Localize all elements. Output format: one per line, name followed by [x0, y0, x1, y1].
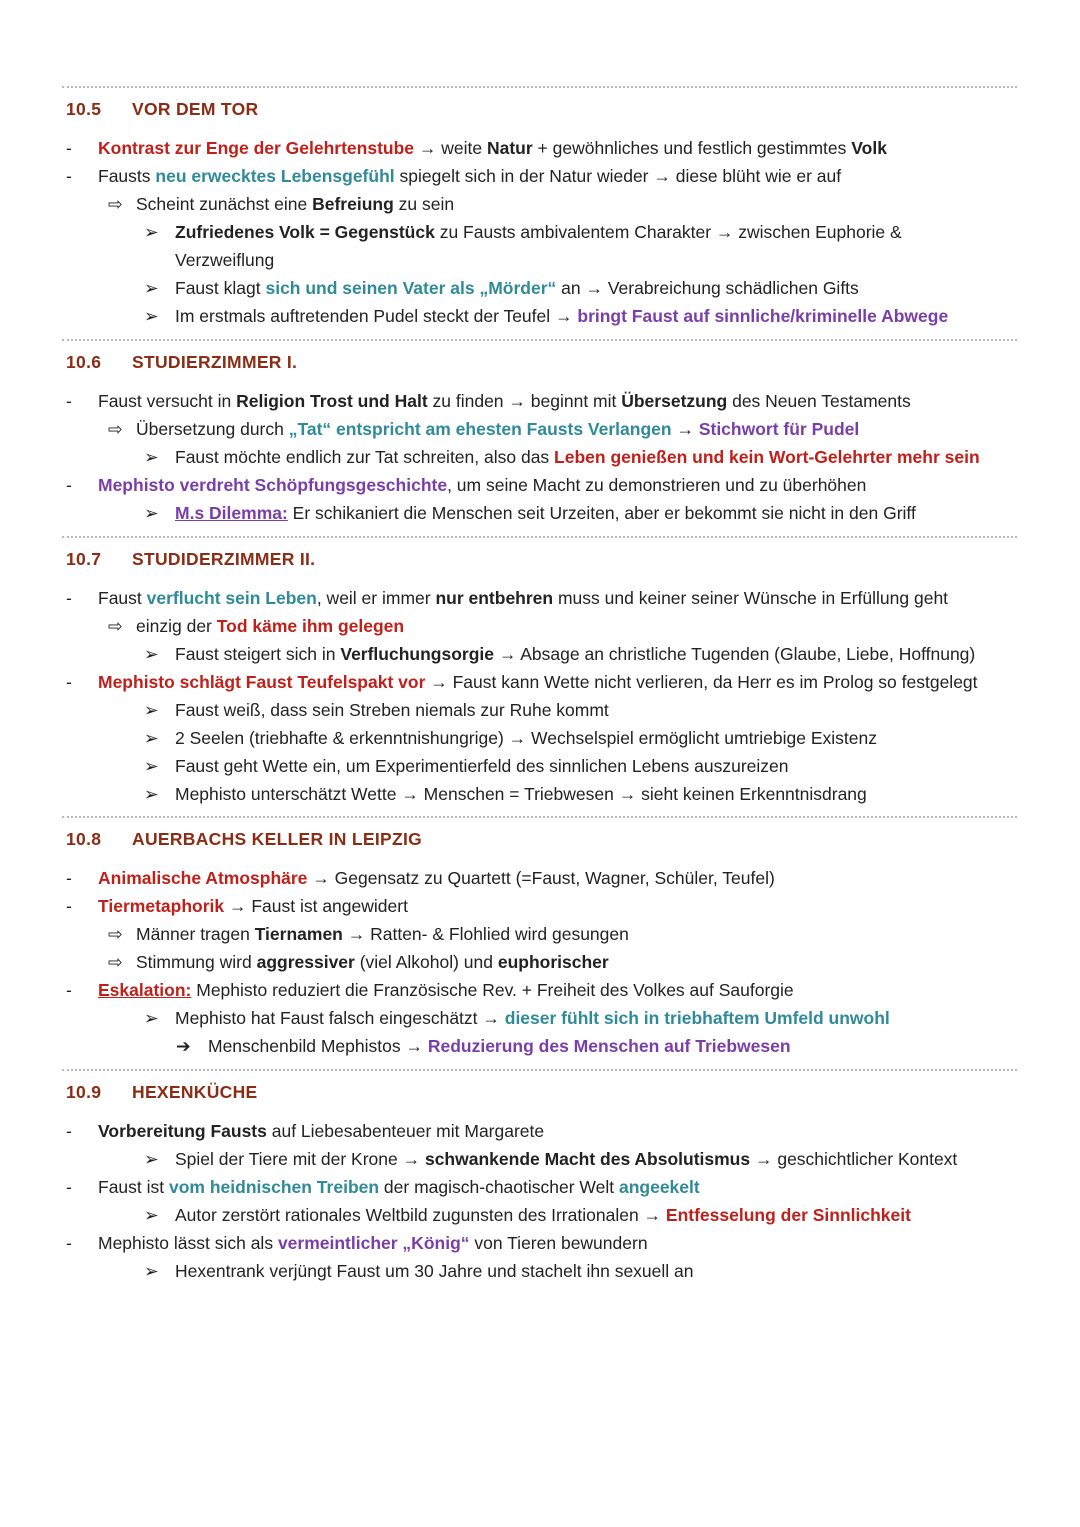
section-title: STUDIDERZIMMER II.	[132, 548, 316, 569]
highlighted-text: Mephisto verdreht Schöpfungsgeschichte	[98, 475, 448, 495]
highlighted-text: verflucht sein Leben	[146, 588, 317, 608]
text-run: , um seine Macht zu demonstrieren und zu überhöhen	[447, 475, 867, 495]
highlighted-text: vom heidnischen Treiben	[169, 1177, 380, 1197]
dash-marker: -	[66, 391, 72, 411]
bullet-text	[175, 302, 948, 330]
text-run: → Faust kann Wette nicht verlieren, da Herr es im Prolog so festgelegt	[425, 672, 978, 692]
bullet-item	[62, 1004, 1017, 1032]
bullet-text	[98, 864, 775, 892]
bullet-text	[98, 134, 887, 162]
bullet-marker-icon: ➢	[144, 306, 159, 326]
highlighted-text: „Tat“ entspricht am ehesten Fausts Verlangen	[288, 419, 672, 439]
highlighted-text: Kontrast zur Enge der Gelehrtenstube	[98, 138, 415, 158]
text-run: Scheint zunächst eine	[136, 194, 313, 214]
bullet-marker-icon: ⇨	[108, 419, 123, 439]
bullet-item	[62, 218, 1017, 246]
dash-marker: -	[66, 672, 72, 692]
text-run: Faust versucht in	[98, 391, 237, 411]
highlighted-text: Zufriedenes Volk = Gegenstück	[175, 222, 435, 242]
bullet-item	[62, 696, 1017, 724]
bullet-item	[62, 1145, 1017, 1173]
highlighted-text: sich und seinen Vater als „Mörder“	[265, 278, 557, 298]
text-run: Mephisto hat Faust falsch eingeschätzt →	[175, 1008, 505, 1028]
highlighted-text: neu erwecktes Lebensgefühl	[155, 166, 395, 186]
section-10-8	[62, 816, 1017, 1060]
text-run: zu finden → beginnt mit	[427, 391, 622, 411]
text-run: Faust möchte endlich zur Tat schreiten, also das	[175, 447, 555, 467]
section-number: 10.7	[66, 548, 102, 569]
bullet-marker-icon: ➔	[176, 1036, 191, 1056]
text-run: Männer tragen	[136, 924, 255, 944]
section-title: STUDIERZIMMER I.	[132, 351, 298, 372]
text-run: (viel Alkohol) und	[354, 952, 498, 972]
bullet-text	[136, 920, 629, 948]
bullet-text	[208, 1032, 791, 1060]
bullet-marker-icon: ➢	[144, 447, 159, 467]
text-run: Menschenbild Mephistos →	[208, 1036, 428, 1056]
bullet-item	[62, 499, 1017, 527]
bullet-item	[62, 1229, 1017, 1257]
bullet-item	[62, 668, 1017, 696]
text-run: Im erstmals auftretenden Pudel steckt der Teufel →	[175, 306, 578, 326]
bullet-text	[98, 976, 794, 1004]
section-number: 10.6	[66, 351, 102, 372]
dash-marker: -	[66, 1233, 72, 1253]
text-run: + gewöhnliches und festlich gestimmtes	[532, 138, 852, 158]
highlighted-text: nur entbehren	[435, 588, 554, 608]
dash-marker: -	[66, 166, 72, 186]
bullet-marker-icon: ➢	[144, 222, 159, 242]
bullet-item	[62, 1117, 1017, 1145]
section-heading	[62, 816, 1017, 854]
text-run: Fausts	[98, 166, 156, 186]
text-run: Er schikaniert die Menschen seit Urzeiten, aber er bekommt sie nicht in den Griff	[287, 503, 916, 523]
text-run: Faust geht Wette ein, um Experimentierfeld des sinnlichen Lebens auszureizen	[175, 756, 789, 776]
bullet-item	[62, 443, 1017, 471]
text-run: zu sein	[393, 194, 455, 214]
section-10-5	[62, 86, 1017, 330]
highlighted-text: Tiernamen	[254, 924, 343, 944]
bullet-marker-icon: ⇨	[108, 952, 123, 972]
text-run: → Ratten- & Flohlied wird gesungen	[342, 924, 629, 944]
highlighted-text: Leben genießen und kein Wort-Gelehrter mehr sein	[554, 447, 980, 467]
highlighted-text: Volk	[851, 138, 887, 158]
text-run: Mephisto unterschätzt Wette → Menschen = Triebwesen → sieht keinen Erkenntnisdrang	[175, 784, 867, 804]
bullet-item	[62, 752, 1017, 780]
bullet-marker-icon: ➢	[144, 756, 159, 776]
section-heading	[62, 339, 1017, 377]
highlighted-text: vermeintlicher „König“	[277, 1233, 470, 1253]
bullet-text	[98, 162, 841, 190]
bullet-item	[62, 976, 1017, 1004]
highlighted-text: Reduzierung des Menschen auf Triebwesen	[427, 1036, 791, 1056]
text-run: spiegelt sich in der Natur wieder → diese blüht wie er auf	[394, 166, 842, 186]
highlighted-text: Entfesselung der Sinnlichkeit	[665, 1205, 911, 1225]
highlighted-text: Übersetzung	[621, 391, 728, 411]
bullet-marker-icon: ➢	[144, 728, 159, 748]
text-run: Stimmung wird	[136, 952, 257, 972]
section-number: 10.9	[66, 1081, 102, 1102]
bullet-item	[62, 724, 1017, 752]
bullet-text	[98, 892, 408, 920]
bullet-text	[175, 246, 274, 274]
text-run: Hexentrank verjüngt Faust um 30 Jahre und stachelt ihn sexuell an	[175, 1261, 694, 1281]
section-heading	[62, 536, 1017, 574]
bullet-marker-icon: ➢	[144, 1149, 159, 1169]
bullet-item	[62, 274, 1017, 302]
dash-marker: -	[66, 1177, 72, 1197]
bullet-text	[136, 612, 404, 640]
bullet-marker-icon: ➢	[144, 503, 159, 523]
bullet-text	[98, 1229, 648, 1257]
bullet-text	[175, 1257, 694, 1285]
highlighted-text: bringt Faust auf sinnliche/kriminelle Abwege	[577, 306, 949, 326]
highlighted-text: Mephisto schlägt Faust Teufelspakt vor	[98, 672, 426, 692]
section-title: HEXENKÜCHE	[132, 1081, 258, 1102]
section-heading	[62, 1069, 1017, 1107]
bullet-marker-icon: ➢	[144, 278, 159, 298]
text-run: → geschichtlicher Kontext	[750, 1149, 958, 1169]
bullet-item	[62, 780, 1017, 808]
bullet-marker-icon: ⇨	[108, 194, 123, 214]
highlighted-text: angeekelt	[618, 1177, 700, 1197]
bullet-text	[175, 696, 609, 724]
section-10-7	[62, 536, 1017, 808]
bullet-text	[98, 387, 911, 415]
bullet-marker-icon: ➢	[144, 700, 159, 720]
text-run: Faust	[98, 588, 147, 608]
bullet-text	[175, 780, 867, 808]
bullet-text	[175, 274, 859, 302]
highlighted-text: Tod käme ihm gelegen	[216, 616, 405, 636]
bullet-item	[62, 415, 1017, 443]
bullet-item	[62, 162, 1017, 190]
highlighted-text: Natur	[486, 138, 533, 158]
text-run: Übersetzung durch	[136, 419, 289, 439]
text-run: → Gegensatz zu Quartett (=Faust, Wagner, Schüler, Teufel)	[307, 868, 775, 888]
bullet-item	[62, 471, 1017, 499]
bullet-text	[98, 1173, 700, 1201]
highlighted-text: schwankende Macht des Absolutismus	[424, 1149, 751, 1169]
text-run: der magisch-chaotischer Welt	[379, 1177, 619, 1197]
bullet-text	[175, 443, 980, 471]
text-run: des Neuen Testaments	[727, 391, 911, 411]
section-title: VOR DEM TOR	[132, 98, 259, 119]
section-number: 10.5	[66, 98, 102, 119]
highlighted-text: Tiermetaphorik	[98, 896, 225, 916]
bullet-item	[62, 1257, 1017, 1285]
highlighted-text: Stichwort für Pudel	[698, 419, 860, 439]
bullet-item	[62, 1173, 1017, 1201]
bullet-marker-icon: ➢	[144, 784, 159, 804]
highlighted-text: M.s Dilemma:	[175, 503, 288, 523]
bullet-text	[98, 584, 948, 612]
text-run: einzig der	[136, 616, 217, 636]
bullet-item	[62, 640, 1017, 668]
bullet-marker-icon: ➢	[144, 644, 159, 664]
text-run: von Tieren bewundern	[469, 1233, 648, 1253]
bullet-item	[62, 584, 1017, 612]
bullet-item	[62, 302, 1017, 330]
text-run: Faust klagt	[175, 278, 266, 298]
bullet-item	[62, 920, 1017, 948]
highlighted-text: Eskalation:	[98, 980, 192, 1000]
text-run: →	[671, 419, 699, 439]
dash-marker: -	[66, 868, 72, 888]
bullet-item	[62, 948, 1017, 976]
highlighted-text: Vorbereitung Fausts	[98, 1121, 267, 1141]
bullet-marker-icon: ➢	[144, 1008, 159, 1028]
highlighted-text: euphorischer	[497, 952, 609, 972]
dash-marker: -	[66, 588, 72, 608]
dash-marker: -	[66, 138, 72, 158]
bullet-item	[62, 612, 1017, 640]
highlighted-text: dieser fühlt sich in triebhaftem Umfeld unwohl	[504, 1008, 890, 1028]
bullet-marker-icon: ➢	[144, 1205, 159, 1225]
text-run: auf Liebesabenteuer mit Margarete	[266, 1121, 545, 1141]
bullet-text	[98, 668, 978, 696]
dash-marker: -	[66, 896, 72, 916]
text-run: Faust ist	[98, 1177, 169, 1197]
text-run: Faust steigert sich in	[175, 644, 341, 664]
highlighted-text: aggressiver	[256, 952, 355, 972]
bullet-marker-icon: ⇨	[108, 924, 123, 944]
text-run: Spiel der Tiere mit der Krone →	[175, 1149, 425, 1169]
text-run: an → Verabreichung schädlichen Gifts	[556, 278, 859, 298]
text-run: 2 Seelen (triebhafte & erkenntnishungrige) → Wechselspiel ermöglicht umtriebige Existenz	[175, 728, 877, 748]
text-run: muss und keiner seiner Wünsche in Erfüllung geht	[553, 588, 949, 608]
bullet-item	[62, 1201, 1017, 1229]
section-10-6	[62, 339, 1017, 527]
text-run: → weite	[414, 138, 487, 158]
bullet-text	[98, 471, 866, 499]
section-number: 10.8	[66, 828, 102, 849]
highlighted-text: Verfluchungsorgie	[340, 644, 494, 664]
bullet-text	[175, 1201, 911, 1229]
bullet-text	[136, 190, 454, 218]
bullet-item	[62, 864, 1017, 892]
bullet-item	[62, 246, 1017, 274]
bullet-marker-icon: ➢	[144, 1261, 159, 1281]
bullet-item	[62, 190, 1017, 218]
section-10-9	[62, 1069, 1017, 1285]
bullet-text	[175, 1004, 890, 1032]
bullet-text	[175, 640, 975, 668]
bullet-item	[62, 387, 1017, 415]
bullet-text	[136, 415, 859, 443]
bullet-marker-icon: ⇨	[108, 616, 123, 636]
bullet-text	[175, 218, 902, 246]
bullet-text	[175, 752, 789, 780]
text-run: Mephisto reduziert die Französische Rev. + Freiheit des Volkes auf Sauforgie	[191, 980, 794, 1000]
text-run: Autor zerstört rationales Weltbild zugunsten des Irrationalen →	[175, 1205, 666, 1225]
highlighted-text: Animalische Atmosphäre	[98, 868, 308, 888]
text-run: → Faust ist angewidert	[224, 896, 408, 916]
bullet-item	[62, 892, 1017, 920]
bullet-text	[175, 1145, 957, 1173]
bullet-text	[98, 1117, 544, 1145]
bullet-text	[175, 499, 916, 527]
text-run: Mephisto lässt sich als	[98, 1233, 278, 1253]
bullet-item	[62, 134, 1017, 162]
text-run: zu Fausts ambivalentem Charakter → zwischen Euphorie &	[434, 222, 902, 242]
bullet-text	[136, 948, 609, 976]
highlighted-text: Religion Trost und Halt	[236, 391, 428, 411]
bullet-text	[175, 724, 877, 752]
bullet-item	[62, 1032, 1017, 1060]
text-run: → Absage an christliche Tugenden (Glaube, Liebe, Hoffnung)	[494, 644, 976, 664]
section-heading	[62, 86, 1017, 124]
dash-marker: -	[66, 475, 72, 495]
dash-marker: -	[66, 980, 72, 1000]
text-run: , weil er immer	[316, 588, 436, 608]
section-title: AUERBACHS KELLER IN LEIPZIG	[132, 828, 423, 849]
text-run: Faust weiß, dass sein Streben niemals zur Ruhe kommt	[175, 700, 609, 720]
text-run: Verzweiflung	[175, 250, 275, 270]
dash-marker: -	[66, 1121, 72, 1141]
highlighted-text: Befreiung	[312, 194, 394, 214]
